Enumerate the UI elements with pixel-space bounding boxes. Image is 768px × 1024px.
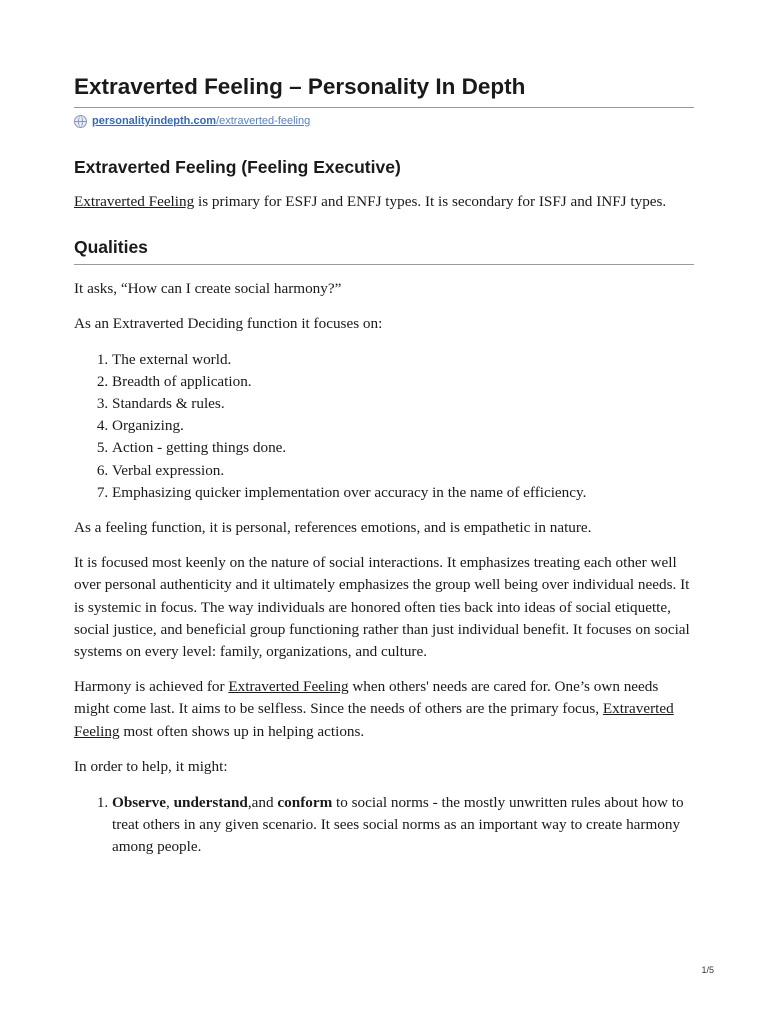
list-item: 1. The external world.	[112, 349, 694, 371]
list-item: 3. Standards & rules.	[112, 393, 694, 415]
question-paragraph: It asks, “How can I create social harmony?”	[74, 280, 342, 298]
focus-intro: As an Extraverted Deciding function it focuses on:	[74, 315, 383, 333]
page-number: 1/5	[701, 965, 714, 975]
source-url	[74, 113, 694, 129]
help-intro: In order to help, it might:	[74, 757, 228, 775]
separator: ,	[166, 794, 174, 812]
intro-paragraph	[74, 191, 694, 213]
list-item: 6. Verbal expression.	[112, 460, 694, 482]
qualities-heading: Qualities	[74, 237, 148, 258]
intro-text: is primary for ESFJ and ENFJ types. It is secondary for ISFJ and INFJ types.	[194, 193, 667, 210]
qualities-divider	[74, 264, 694, 265]
harmony-text-1: Harmony is achieved for	[74, 678, 229, 696]
extraverted-feeling-link[interactable]: Extraverted Feeling	[74, 700, 674, 740]
list-item: 7. Emphasizing quicker implementation over accuracy in the name of efficiency.	[112, 482, 694, 504]
extraverted-feeling-link[interactable]: Extraverted Feeling	[228, 678, 349, 696]
bold-term: Observe	[112, 794, 166, 812]
list-item-text: to social norms - the mostly unwritten rules about how to treat others in any given scenario. It sees social norms as an important way to create harmony among people.	[112, 794, 684, 856]
bold-term: conform	[277, 794, 333, 812]
source-path-link[interactable]: /extraverted-feeling	[216, 115, 311, 127]
bold-term: understand	[173, 794, 248, 812]
harmony-text-3: most often shows up in helping actions.	[119, 722, 365, 740]
list-item: 4. Organizing.	[112, 415, 694, 437]
globe-icon	[74, 115, 87, 128]
harmony-paragraph	[74, 676, 694, 743]
help-list	[74, 792, 694, 859]
harmony-text-2: when others' needs are cared for. One’s own needs might come last. It aims to be selfless. Since the needs of others are the primary focus,	[74, 678, 659, 718]
separator: ,and	[247, 794, 278, 812]
section-heading: Extraverted Feeling (Feeling Executive)	[74, 157, 401, 177]
extraverted-feeling-link[interactable]: Extraverted Feeling	[74, 193, 195, 210]
feeling-paragraph: As a feeling function, it is personal, references emotions, and is empathetic in nature.	[74, 519, 592, 537]
list-item: 2. Breadth of application.	[112, 371, 694, 393]
list-item: 5. Action - getting things done.	[112, 437, 694, 459]
focus-list	[74, 349, 694, 504]
source-domain-link[interactable]: personalityindepth.com	[92, 115, 217, 127]
list-item	[112, 792, 694, 859]
page-title: Extraverted Feeling – Personality In Depth	[74, 74, 526, 99]
social-paragraph: It is focused most keenly on the nature of social interactions. It emphasizes treating each other well over personal authenticity and it ultimately emphasizes the group well being over individual needs. It is systemic in focus. The way individuals are honored often ties back into ideas of social etiquette, social justice, and beneficial group functioning rather than just individual benefit. It focuses on social systems on every level: family, organizations, and culture.	[74, 554, 690, 661]
title-divider	[74, 107, 694, 108]
